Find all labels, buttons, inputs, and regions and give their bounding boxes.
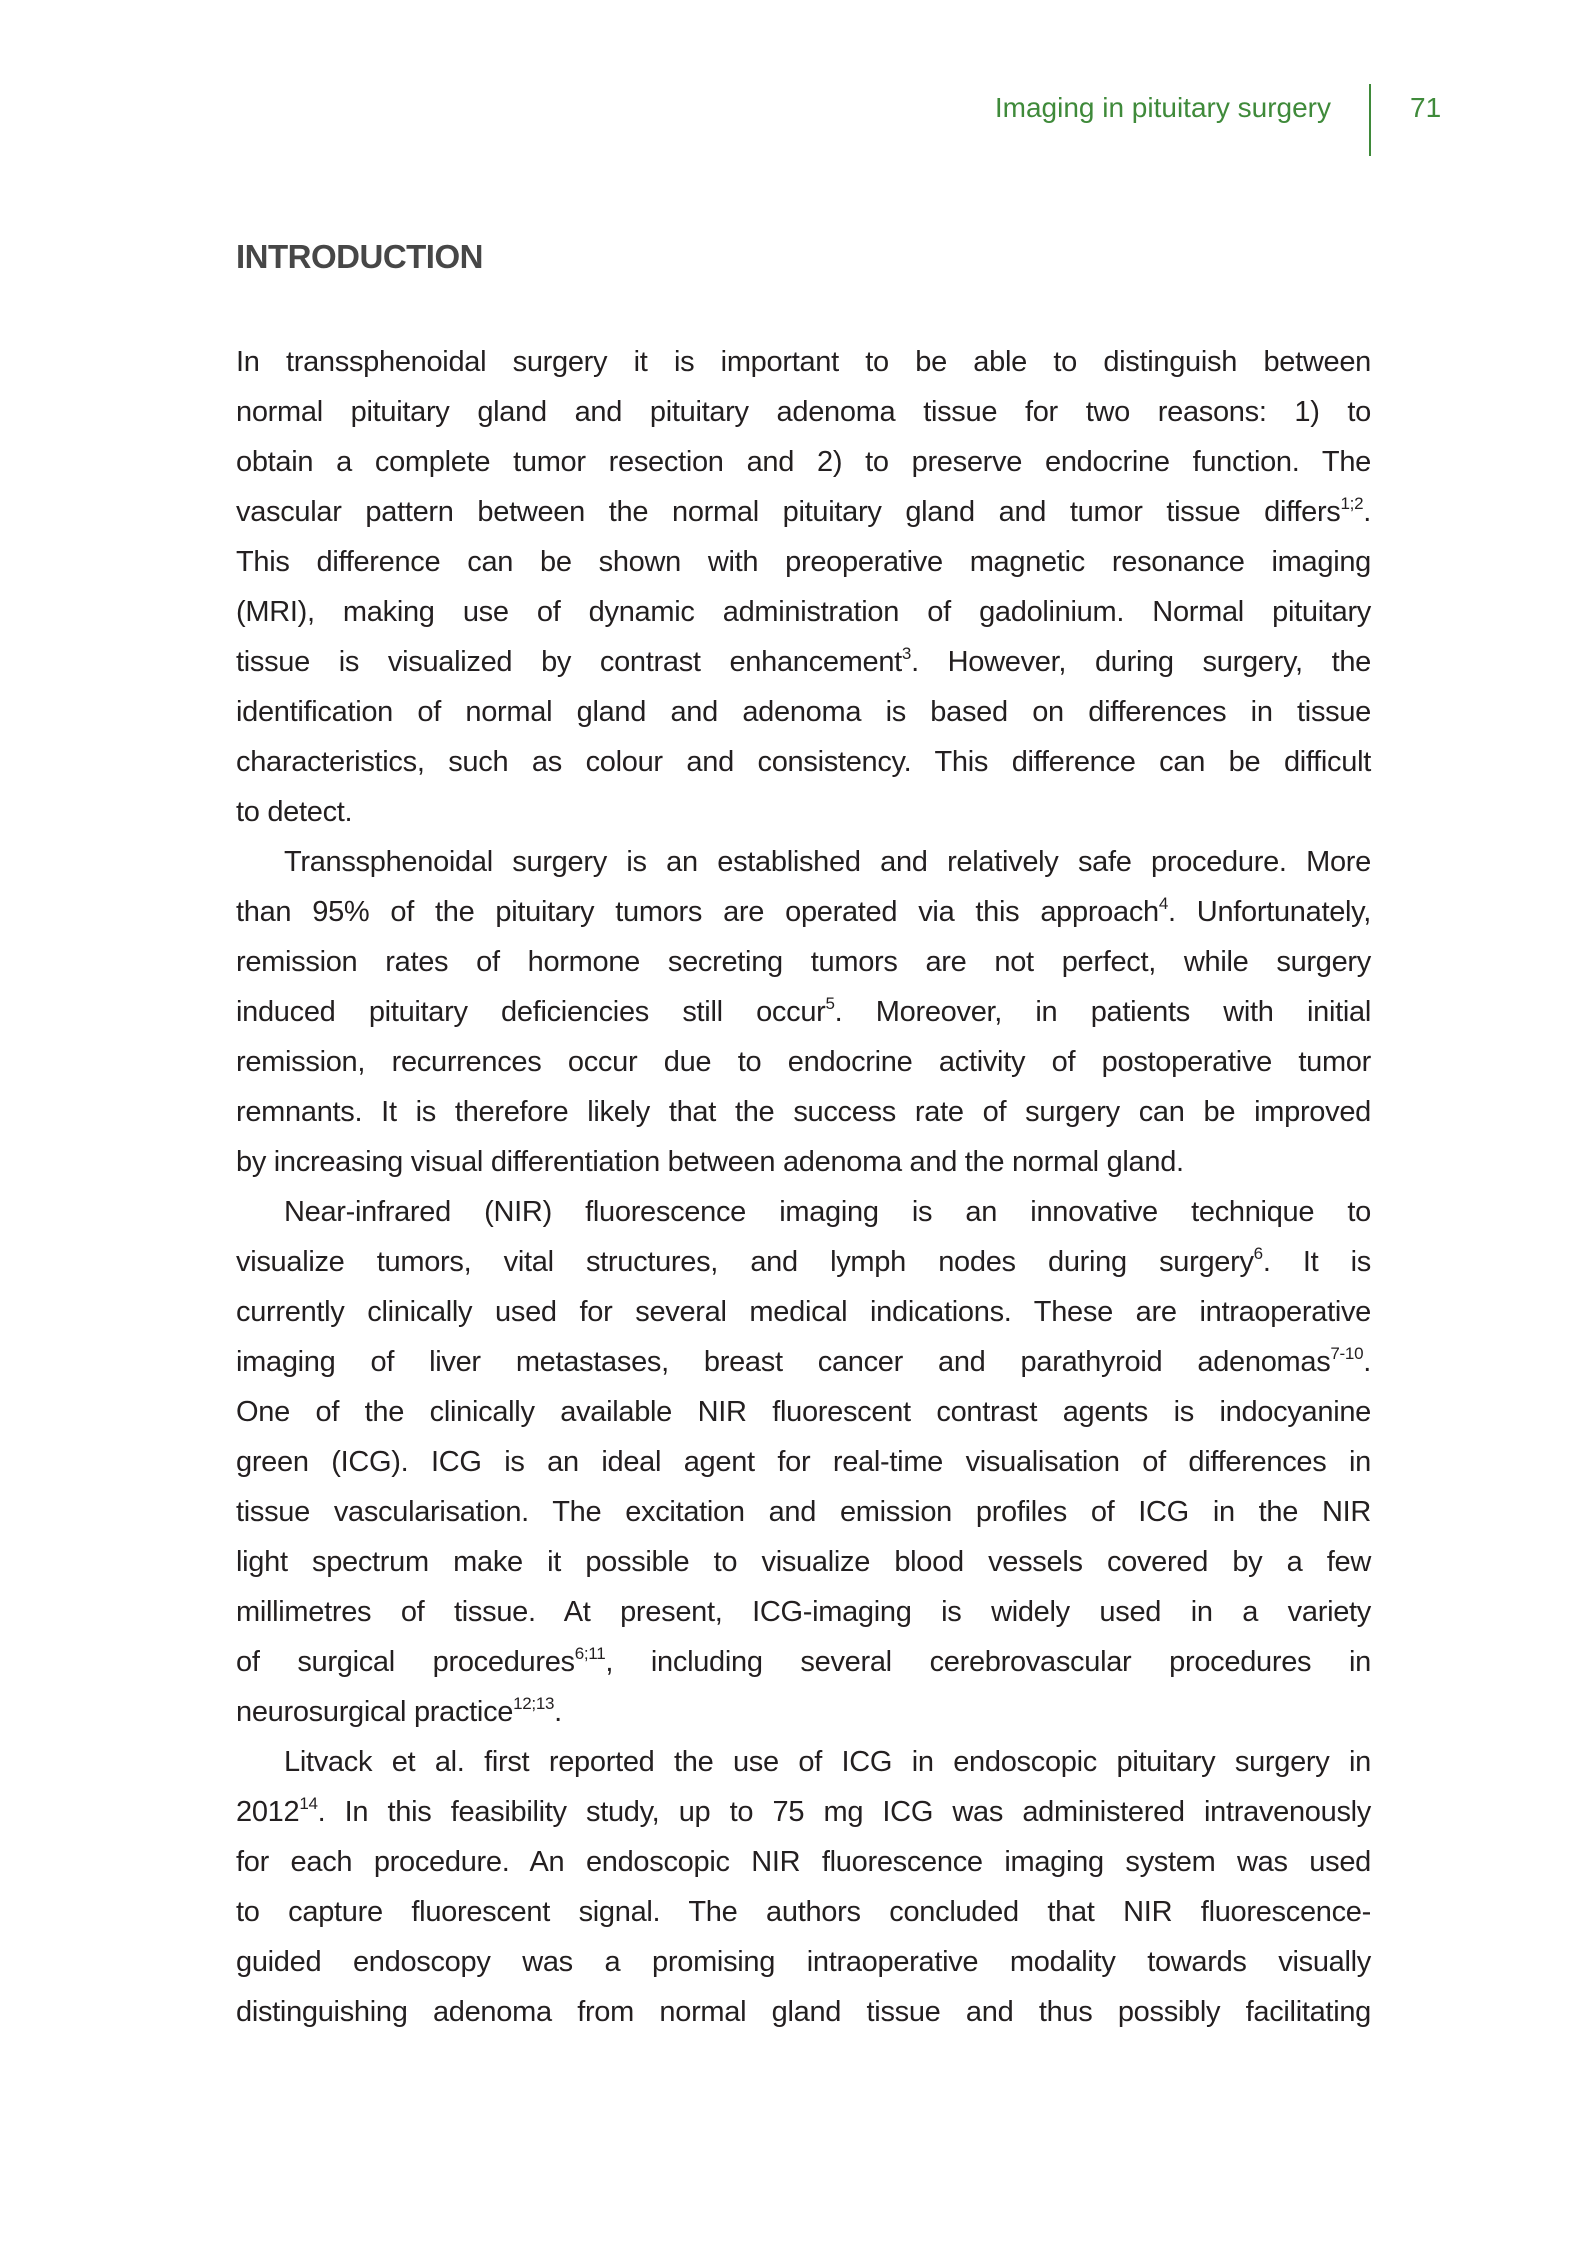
text-line	[236, 1387, 1371, 1437]
text-segment: .	[554, 1696, 562, 1728]
text-segment: . Moreover, in patients with initial	[834, 996, 1371, 1028]
text-segment: currently clinically used for several medical indications. These are intraoperative	[236, 1296, 1371, 1328]
text-segment: to capture fluorescent signal. The authors concluded that NIR fluorescence-	[236, 1896, 1371, 1928]
text-line	[236, 1137, 1371, 1187]
text-segment: light spectrum make it possible to visualize blood vessels covered by a few	[236, 1546, 1371, 1578]
text-line	[236, 1237, 1371, 1287]
text-segment: imaging of liver metastases, breast cancer and parathyroid adenomas	[236, 1346, 1331, 1378]
text-segment: One of the clinically available NIR fluorescent contrast agents is indocyanine	[236, 1396, 1371, 1428]
text-line	[236, 1737, 1371, 1787]
text-line	[236, 1937, 1371, 1987]
citation-superscript: 6	[1253, 1244, 1263, 1263]
text-line	[236, 887, 1371, 937]
text-segment: for each procedure. An endoscopic NIR fluorescence imaging system was used	[236, 1846, 1371, 1878]
text-line	[236, 737, 1371, 787]
text-segment: than 95% of the pituitary tumors are operated via this approach	[236, 896, 1159, 928]
citation-superscript: 7-10	[1330, 1344, 1364, 1363]
text-segment: guided endoscopy was a promising intraoperative modality towards visually	[236, 1946, 1371, 1978]
text-line	[236, 1887, 1371, 1937]
text-segment: millimetres of tissue. At present, ICG-imaging is widely used in a variety	[236, 1596, 1371, 1628]
citation-superscript: 6;11	[574, 1644, 606, 1663]
text-line	[236, 1487, 1371, 1537]
text-segment: by increasing visual differentiation between adenoma and the normal gland.	[236, 1146, 1184, 1178]
text-line	[236, 337, 1371, 387]
text-line	[236, 837, 1371, 887]
text-line	[236, 1987, 1371, 2037]
text-segment: . It is	[1262, 1246, 1371, 1278]
text-line	[236, 637, 1371, 687]
text-segment: .	[1363, 496, 1371, 528]
text-segment: to detect.	[236, 796, 353, 828]
text-segment: In transsphenoidal surgery it is important to be able to distinguish between	[236, 346, 1371, 378]
text-line	[236, 1837, 1371, 1887]
text-segment: induced pituitary deficiencies still occur	[236, 996, 826, 1028]
text-segment: Transsphenoidal surgery is an established and relatively safe procedure. More	[284, 846, 1371, 878]
text-segment: tissue vascularisation. The excitation and emission profiles of ICG in the NIR	[236, 1496, 1371, 1528]
citation-superscript: 4	[1158, 894, 1169, 913]
text-segment: , including several cerebrovascular procedures in	[605, 1646, 1371, 1678]
text-segment: 2012	[236, 1796, 300, 1828]
text-segment: distinguishing adenoma from normal gland tissue and thus possibly facilitating	[236, 1996, 1371, 2028]
text-segment: . In this feasibility study, up to 75 mg ICG was administered intravenously	[317, 1796, 1371, 1828]
text-segment: vascular pattern between the normal pituitary gland and tumor tissue differs	[236, 496, 1341, 528]
text-segment: Near-infrared (NIR) fluorescence imaging is an innovative technique to	[284, 1196, 1371, 1228]
text-line	[236, 687, 1371, 737]
citation-superscript: 1;2	[1340, 494, 1364, 513]
text-line	[236, 537, 1371, 587]
text-segment: of surgical procedures	[236, 1646, 575, 1678]
text-segment: tissue is visualized by contrast enhancement	[236, 646, 902, 678]
text-segment: green (ICG). ICG is an ideal agent for real-time visualisation of differences in	[236, 1446, 1371, 1478]
text-line	[236, 1637, 1371, 1687]
text-line	[236, 787, 1371, 837]
citation-superscript: 14	[299, 1794, 318, 1813]
text-line	[236, 1087, 1371, 1137]
text-line	[236, 1287, 1371, 1337]
text-line	[236, 1437, 1371, 1487]
text-segment: visualize tumors, vital structures, and lymph nodes during surgery	[236, 1246, 1254, 1278]
page-number: 71	[1410, 92, 1442, 123]
text-line	[236, 1687, 1371, 1737]
text-segment: identification of normal gland and adenoma is based on differences in tissue	[236, 696, 1371, 728]
text-line	[236, 1787, 1371, 1837]
text-segment: characteristics, such as colour and consistency. This difference can be difficult	[236, 746, 1371, 778]
header-divider	[1369, 84, 1371, 156]
section-heading: INTRODUCTION	[236, 238, 483, 275]
citation-superscript: 5	[825, 994, 835, 1013]
text-line	[236, 587, 1371, 637]
text-segment: . Unfortunately,	[1168, 896, 1371, 928]
citation-superscript: 12;13	[513, 1694, 555, 1713]
text-segment: . However, during surgery, the	[911, 646, 1371, 678]
text-line	[236, 487, 1371, 537]
text-line	[236, 1187, 1371, 1237]
text-line	[236, 387, 1371, 437]
text-segment: normal pituitary gland and pituitary adenoma tissue for two reasons: 1) to	[236, 396, 1371, 428]
text-segment: .	[1363, 1346, 1371, 1378]
text-segment: remnants. It is therefore likely that the success rate of surgery can be improved	[236, 1096, 1371, 1128]
text-line	[236, 1537, 1371, 1587]
text-segment: This difference can be shown with preoperative magnetic resonance imaging	[236, 546, 1371, 578]
text-segment: Litvack et al. first reported the use of ICG in endoscopic pituitary surgery in	[284, 1746, 1371, 1778]
text-segment: remission rates of hormone secreting tumors are not perfect, while surgery	[236, 946, 1371, 978]
text-segment: neurosurgical practice	[236, 1696, 514, 1728]
text-line	[236, 1037, 1371, 1087]
citation-superscript: 3	[901, 644, 912, 663]
text-segment: obtain a complete tumor resection and 2) to preserve endocrine function. The	[236, 446, 1371, 478]
body-text	[236, 337, 1371, 2037]
running-title: Imaging in pituitary surgery	[994, 92, 1331, 123]
text-line	[236, 1587, 1371, 1637]
text-segment: remission, recurrences occur due to endocrine activity of postoperative tumor	[236, 1046, 1371, 1078]
text-line	[236, 937, 1371, 987]
text-line	[236, 437, 1371, 487]
text-line	[236, 1337, 1371, 1387]
text-line	[236, 987, 1371, 1037]
text-segment: (MRI), making use of dynamic administration of gadolinium. Normal pituitary	[236, 596, 1371, 628]
